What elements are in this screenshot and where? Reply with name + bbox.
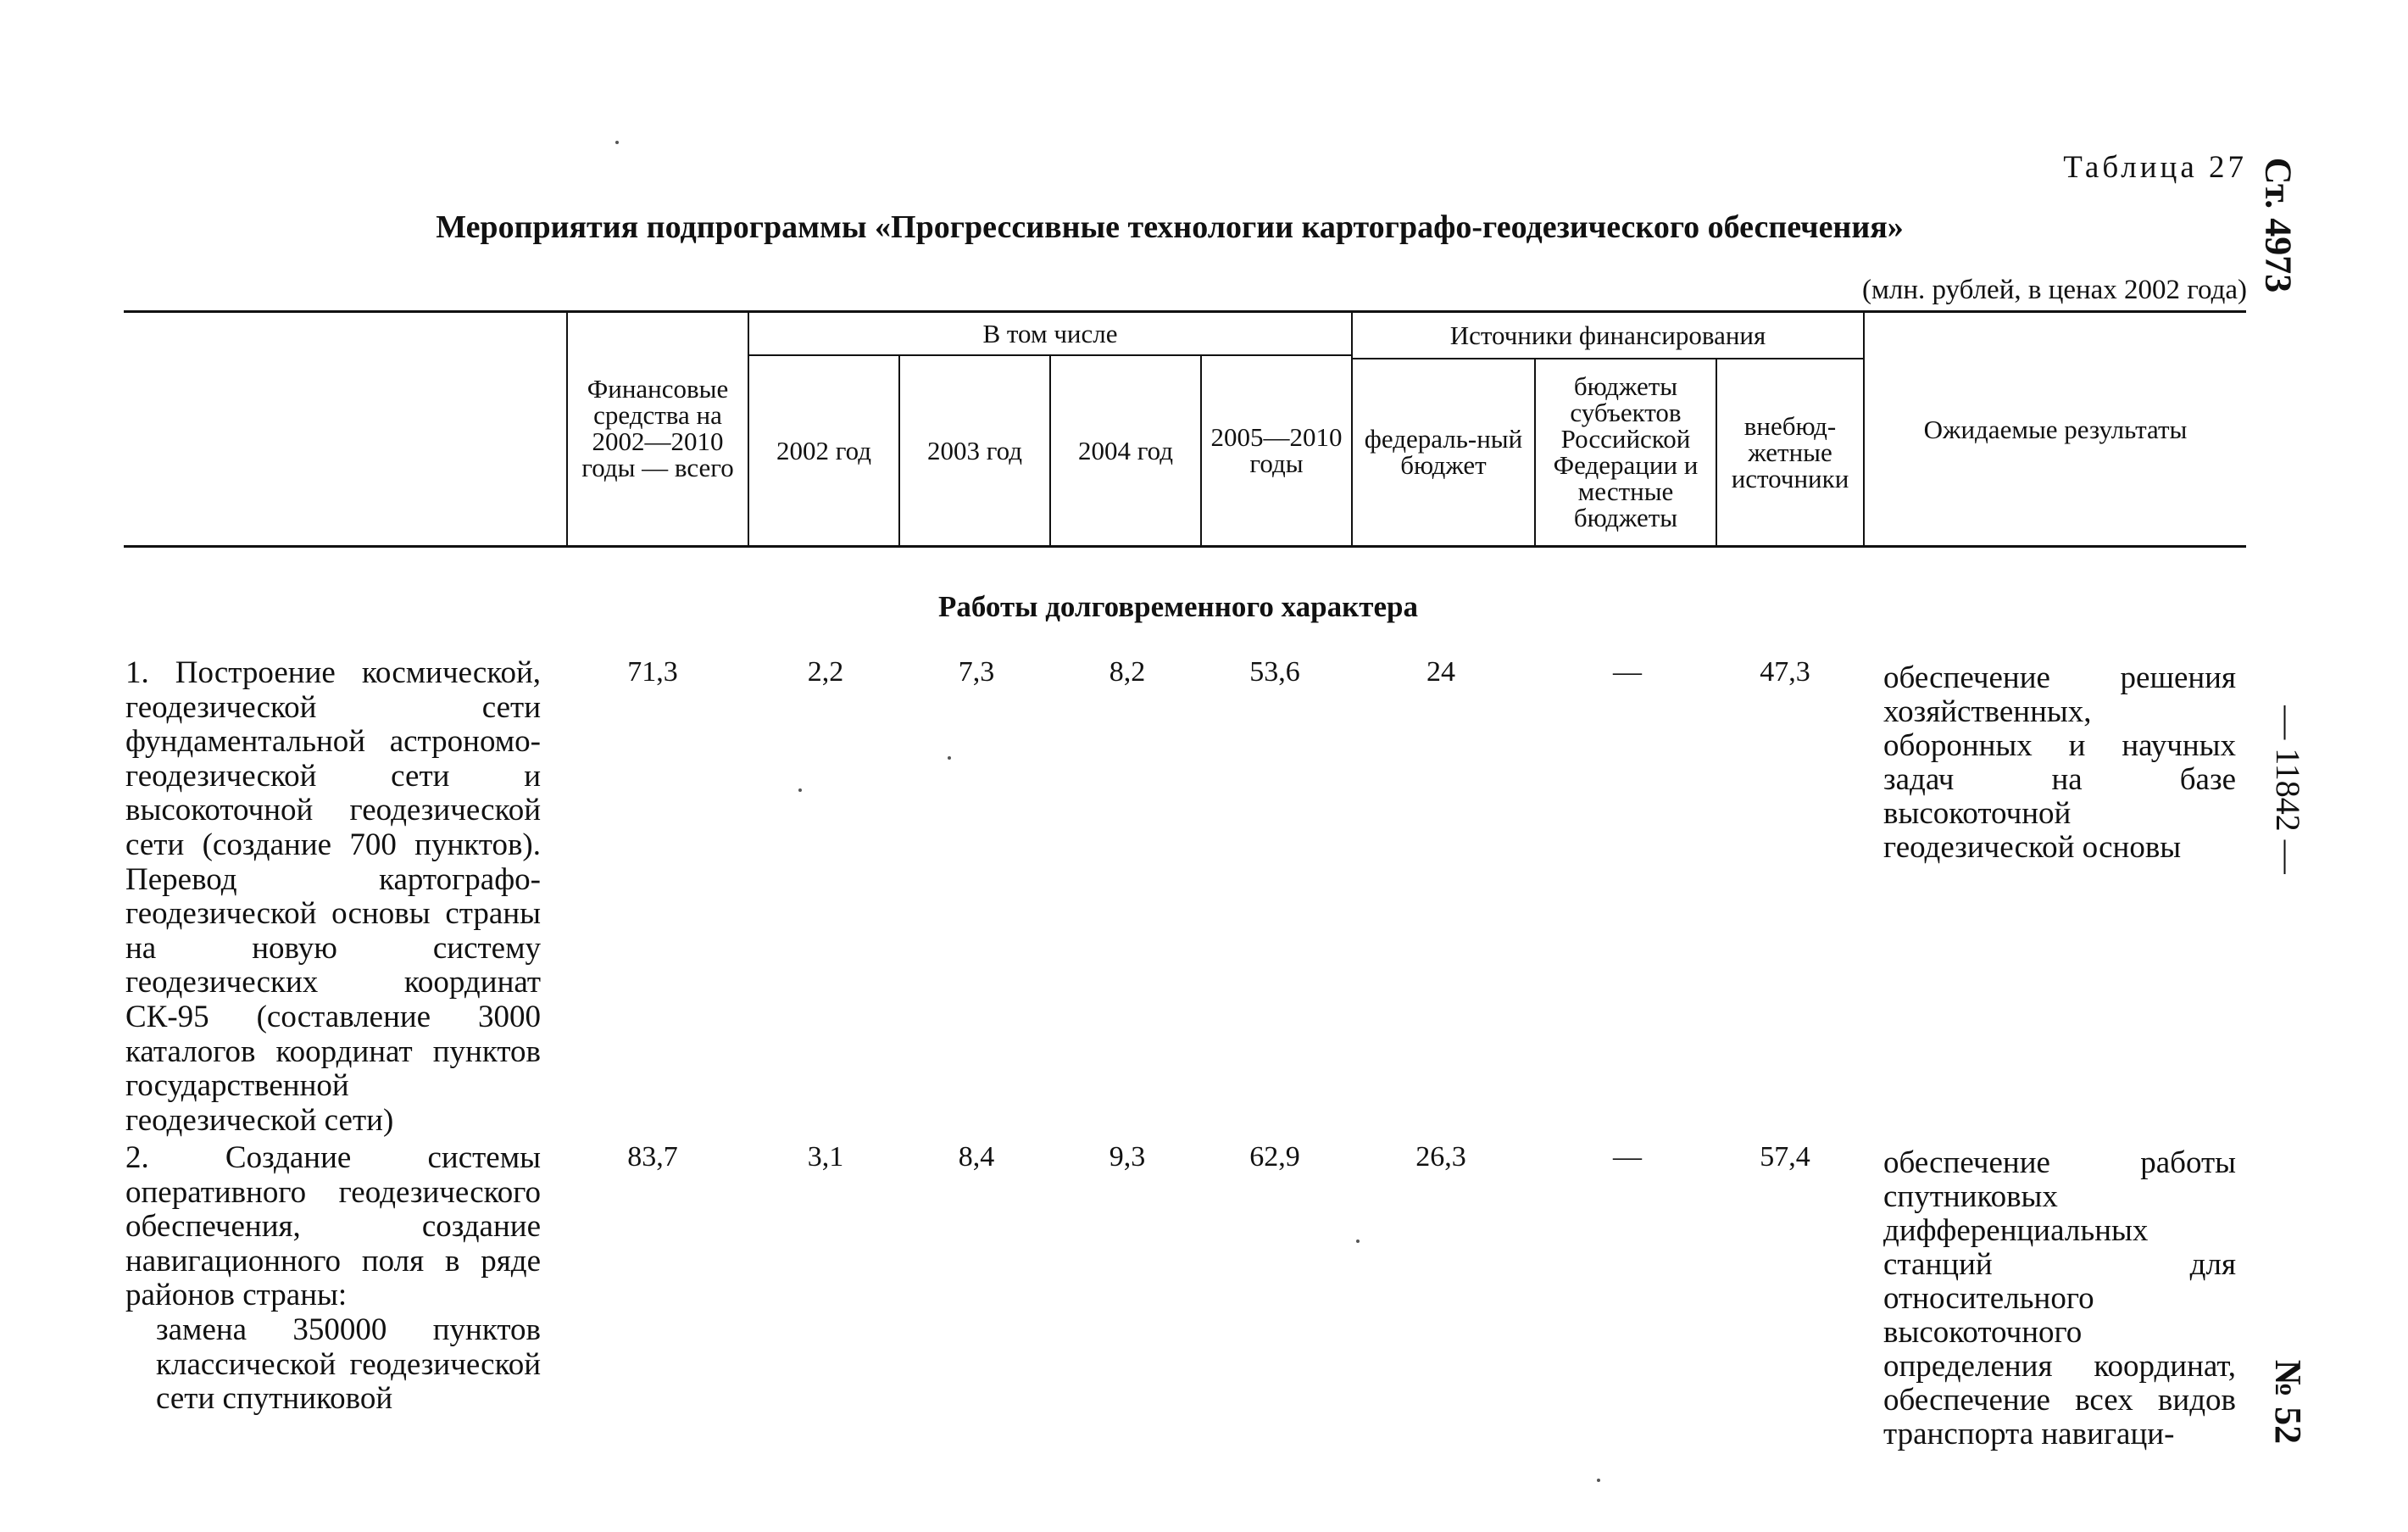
header-including: В том числе bbox=[982, 318, 1118, 348]
row-1-total: 71,3 bbox=[627, 656, 678, 688]
row-1-extrabudget: 47,3 bbox=[1760, 656, 1810, 688]
page-number: — 11842 — bbox=[2268, 705, 2307, 874]
row-2-federal: 26,3 bbox=[1415, 1141, 1466, 1173]
scan-speck bbox=[948, 756, 951, 760]
row-2-total: 83,7 bbox=[627, 1141, 678, 1173]
table-number: Таблица 27 bbox=[2063, 150, 2247, 185]
row-2-2003: 8,4 bbox=[958, 1141, 995, 1173]
col-sep-1 bbox=[566, 310, 568, 545]
header-bottom-rule bbox=[124, 545, 2246, 548]
header-2003: 2003 год bbox=[926, 435, 1023, 465]
table-title: Мероприятия подпрограммы «Прогрессивные технологии картографо-геодезического обеспечения» bbox=[436, 209, 1904, 245]
scan-speck bbox=[1356, 1240, 1360, 1243]
col-sep-9 bbox=[1863, 310, 1865, 545]
header-federal: федераль-ный бюджет bbox=[1364, 424, 1523, 480]
header-2004: 2004 год bbox=[1077, 435, 1174, 465]
header-2002: 2002 год bbox=[776, 435, 872, 465]
row-2-2005-2010: 62,9 bbox=[1249, 1141, 1300, 1173]
scan-speck bbox=[1597, 1479, 1600, 1482]
issue-number: № 52 bbox=[2267, 1359, 2310, 1445]
row-2-2004: 9,3 bbox=[1109, 1141, 1146, 1173]
section-title: Работы долговременного характера bbox=[938, 590, 1418, 623]
header-sources: Источники финансирования bbox=[1449, 320, 1766, 350]
page-stamp-top: Ст. 4973 bbox=[2257, 157, 2300, 293]
row-2-result: обеспечение работы спутниковых дифференциальных станций для относительного высокоточного определения координат, обеспечение всех видов транспорта навигаци- bbox=[1883, 1145, 2236, 1451]
row-1-federal: 24 bbox=[1426, 656, 1455, 688]
scan-speck bbox=[798, 788, 802, 792]
row-1-result: обеспечение решения хозяйственных, оборонных и научных задач на базе высокоточной геодезической основы bbox=[1883, 660, 2236, 865]
col-sep-7 bbox=[1534, 358, 1536, 545]
header-results: Ожидаемые результаты bbox=[1923, 414, 2188, 444]
row-2-extrabudget: 57,4 bbox=[1760, 1141, 1810, 1173]
row-2-regional: — bbox=[1613, 1141, 1642, 1173]
row-2-main-text: 2. Создание системы оперативного геодезического обеспечения, создание навигационного поля в ряде районов страны: bbox=[125, 1140, 541, 1313]
units-note: (млн. рублей, в ценах 2002 года) bbox=[1861, 275, 2247, 305]
row-2-2002: 3,1 bbox=[807, 1141, 844, 1173]
row-1-regional: — bbox=[1613, 656, 1642, 688]
row-2-description bbox=[125, 1141, 541, 1417]
row-1-description: 1. Построение космической, геодезической сети фундаментальной астрономо-геодезической сети и высокоточной геодезической сети (создание 700 пунктов). Перевод картографо-геодезической основы страны на новую систему геодезических координат СК-95 (составление 3000 каталогов координат пунктов государственной геодезической сети) bbox=[125, 655, 541, 1138]
row-1-2002: 2,2 bbox=[807, 656, 844, 688]
col-sep-8 bbox=[1716, 358, 1717, 545]
row-1-2004: 8,2 bbox=[1109, 656, 1146, 688]
row-2-subitem: замена 350000 пунктов классической геодезической сети спутниковой bbox=[156, 1312, 541, 1417]
header-extrabudget: внебюд-жетные источники bbox=[1731, 410, 1849, 493]
header-regional: бюджеты субъектов Российской Федерации и местные бюджеты bbox=[1553, 371, 1699, 532]
row-1-2003: 7,3 bbox=[958, 656, 995, 688]
header-top-rule bbox=[124, 310, 2246, 313]
header-2005-2010: 2005—2010 годы bbox=[1210, 422, 1343, 478]
row-1-2005-2010: 53,6 bbox=[1249, 656, 1300, 688]
scan-speck bbox=[615, 141, 619, 144]
header-total: Финансовые средства на 2002—2010 годы — всего bbox=[581, 374, 734, 482]
